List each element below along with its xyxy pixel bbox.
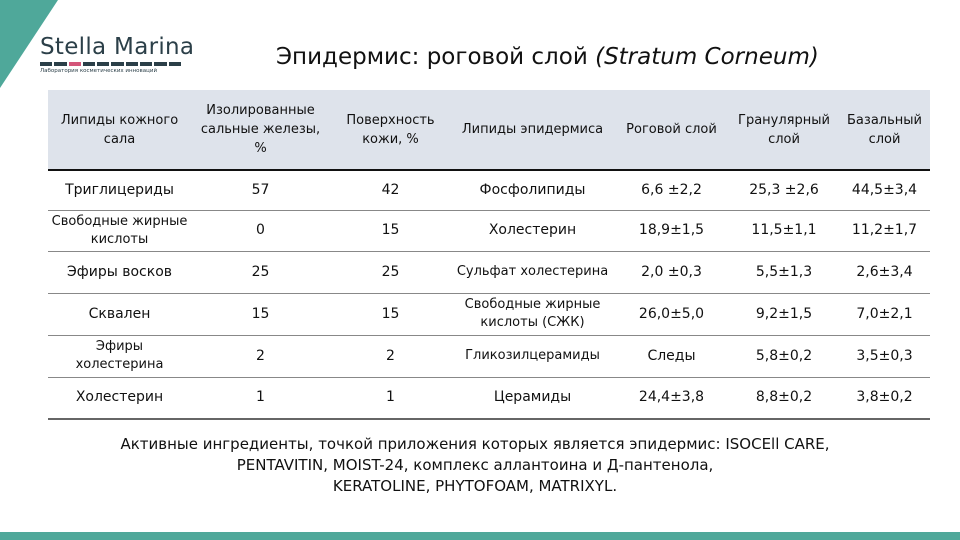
- footer-line: KERATOLINE, PHYTOFOAM, MATRIXYL.: [332, 477, 618, 495]
- table-cell: Свободные жирные кислоты: [48, 210, 191, 251]
- table-cell: 44,5±3,4: [839, 170, 930, 210]
- table-cell: Сульфат холестерина: [451, 251, 614, 293]
- footer-line: Активные ингредиенты, точкой приложения которых является эпидермис: ISOCEll CARE,: [120, 435, 830, 453]
- table-cell: 11,5±1,1: [729, 210, 839, 251]
- table-cell: 6,6 ±2,2: [614, 170, 729, 210]
- table-header-row: [48, 90, 930, 170]
- table-cell: Гликозилцерамиды: [451, 335, 614, 377]
- table-cell: 0: [191, 210, 330, 251]
- table-cell: 5,5±1,3: [729, 251, 839, 293]
- table-cell: 3,8±0,2: [839, 377, 930, 419]
- table-cell: 2: [330, 335, 451, 377]
- col-header-epidermis-lipids: Липиды эпидермиса: [451, 90, 614, 170]
- table-cell: 24,4±3,8: [614, 377, 729, 419]
- brand-stripe: [40, 62, 183, 66]
- table-cell: 57: [191, 170, 330, 210]
- brand-name: Stella Marina: [40, 34, 195, 60]
- slide-title-latin: (Stratum Corneum): [595, 44, 819, 70]
- lipids-table: [48, 90, 930, 420]
- table-cell: 18,9±1,5: [614, 210, 729, 251]
- footer-note: [70, 434, 880, 497]
- table-cell: 9,2±1,5: [729, 293, 839, 335]
- col-header-sebaceous-glands: Изолированные сальные железы, %: [191, 90, 330, 170]
- table-cell: 11,2±1,7: [839, 210, 930, 251]
- table-row: [48, 210, 930, 251]
- table-row: [48, 335, 930, 377]
- table-row: [48, 251, 930, 293]
- table-cell: 2: [191, 335, 330, 377]
- col-header-granular-layer: Гранулярный слой: [729, 90, 839, 170]
- table-cell: 25,3 ±2,6: [729, 170, 839, 210]
- table-cell: Эфиры восков: [48, 251, 191, 293]
- slide-title: [276, 44, 819, 70]
- table-cell: Следы: [614, 335, 729, 377]
- table-cell: 1: [191, 377, 330, 419]
- table-cell: Свободные жирные кислоты (СЖК): [451, 293, 614, 335]
- footer-line: PENTAVITIN, MOIST-24, комплекс аллантоина и Д-пантенола,: [236, 456, 714, 474]
- table-cell: 25: [191, 251, 330, 293]
- table-cell: Холестерин: [48, 377, 191, 419]
- slide-title-main: Эпидермис: роговой слой: [276, 44, 596, 70]
- table-row: [48, 170, 930, 210]
- table-cell: 42: [330, 170, 451, 210]
- table-cell: 2,6±3,4: [839, 251, 930, 293]
- table-row: [48, 377, 930, 419]
- table-cell: Церамиды: [451, 377, 614, 419]
- table-cell: 3,5±0,3: [839, 335, 930, 377]
- table-cell: Фосфолипиды: [451, 170, 614, 210]
- table-row: [48, 293, 930, 335]
- col-header-stratum-corneum: Роговой слой: [614, 90, 729, 170]
- table-cell: 1: [330, 377, 451, 419]
- table-cell: Сквален: [48, 293, 191, 335]
- bottom-accent-bar: [0, 532, 960, 540]
- table-cell: Эфиры холестерина: [48, 335, 191, 377]
- brand-tagline: Лаборатория косметических инноваций: [40, 68, 158, 74]
- table-cell: 5,8±0,2: [729, 335, 839, 377]
- table-cell: 15: [330, 210, 451, 251]
- table-cell: 15: [330, 293, 451, 335]
- col-header-sebum-lipids: Липиды кожного сала: [48, 90, 191, 170]
- brand-logo: [40, 34, 195, 74]
- table-cell: 7,0±2,1: [839, 293, 930, 335]
- table-cell: Холестерин: [451, 210, 614, 251]
- table-cell: 15: [191, 293, 330, 335]
- table-cell: 25: [330, 251, 451, 293]
- table-cell: Триглицериды: [48, 170, 191, 210]
- table-cell: 8,8±0,2: [729, 377, 839, 419]
- col-header-basal-layer: Базальный слой: [839, 90, 930, 170]
- table-cell: 2,0 ±0,3: [614, 251, 729, 293]
- table-cell: 26,0±5,0: [614, 293, 729, 335]
- col-header-skin-surface: Поверхность кожи, %: [330, 90, 451, 170]
